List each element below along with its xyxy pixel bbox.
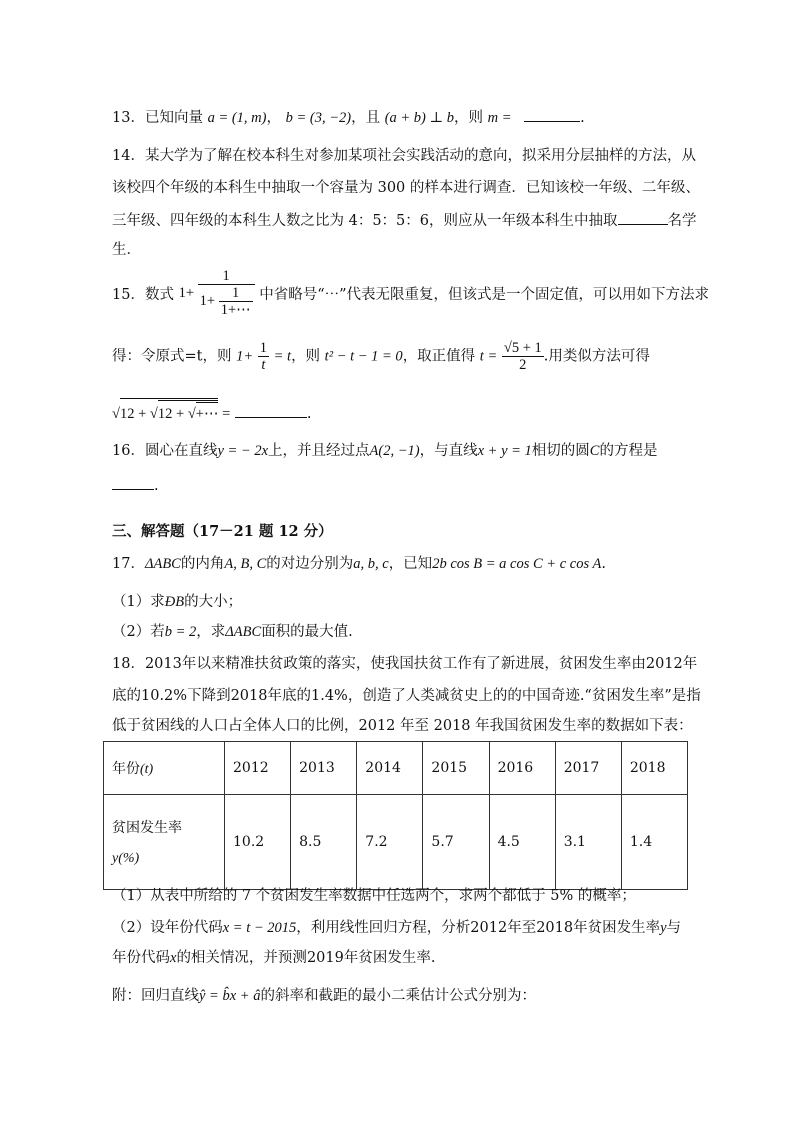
table-cell: 2013 — [291, 742, 357, 795]
table-cell: 2014 — [357, 742, 423, 795]
question-14-line-4: 生． — [112, 242, 141, 258]
question-14-line-3: 三年级、四年级的本科生人数之比为 4：5：5：6，则应从一年级本科生中抽取 名学 — [112, 210, 697, 231]
question-15-line-1: 15．数式 1+ 1 1+ $\frac{1}{1+\cdots}$ 中省略号“⋯”代表无限重复，但该式是一个固定值，可以用如下方法求 — [112, 268, 710, 318]
question-18-part-1: （1）从表中所给的 7 个贫困发生率数据中任选两个，求两个都低于 5% 的概率； — [112, 888, 636, 904]
poverty-rate-table — [103, 741, 688, 890]
answer-blank-13[interactable] — [524, 107, 580, 122]
question-13: 13．已知向量 a = (1, m)， b = (3, −2)，且 (a + b) ⊥ b，则 m = . — [112, 107, 585, 128]
question-18-part-2: （2）设年份代码x = t − 2015，利用线性回归方程，分析2012年至2018年贫困发生率y与 — [112, 920, 682, 936]
table-cell: 2018 — [621, 742, 687, 795]
question-18-line-1: 18．2013年以来精准扶贫政策的落实，使我国扶贫工作有了新进展，贫困发生率由2012年 — [112, 656, 698, 672]
table-cell: 2012 — [225, 742, 291, 795]
question-15-line-3: √12 + √12 + √+⋯ = . — [112, 398, 312, 424]
table-header-rate: 贫困发生率 y(%) — [104, 795, 225, 890]
question-16: 16．圆心在直线y = − 2x上，并且经过点A(2, −1)，与直线x + y = 1相切的圆C的方程是 — [112, 443, 658, 459]
continued-fraction: 1+ 1 1+ $\frac{1}{1+\cdots}$ — [179, 268, 255, 318]
answer-blank-16[interactable] — [112, 475, 154, 490]
table-cell: 1.4 — [621, 795, 687, 890]
table-cell: 2016 — [489, 742, 555, 795]
nested-sqrt: √12 + √12 + √+⋯ — [112, 406, 222, 422]
table-row — [104, 742, 688, 795]
table-row — [104, 795, 688, 890]
table-cell: 2015 — [423, 742, 489, 795]
perpendicular-expr: (a + b) ⊥ b — [384, 110, 455, 126]
table-cell: 8.5 — [291, 795, 357, 890]
question-18-formula-note: 附：回归直线ŷ = b̂x + â的斜率和截距的最小二乘估计公式分别为： — [112, 988, 536, 1004]
table-cell: 7.2 — [357, 795, 423, 890]
question-14-line-1: 14．某大学为了解在校本科生对参加某项社会实践活动的意向，拟采用分层抽样的方法，从 — [112, 148, 696, 164]
question-17-part-2: （2）若b = 2，求ΔABC面积的最大值. — [112, 624, 353, 640]
question-18-line-3: 低于贫困线的人口占全体人口的比例，2012 年至 2018 年我国贫困发生率的数据如下表： — [112, 718, 693, 734]
question-18-line-2: 底的10.2%下降到2018年底的1.4%，创造了人类减贫史上的的中国奇迹.“贫困发生率”是指 — [112, 688, 701, 704]
table-cell: 2017 — [555, 742, 621, 795]
question-16-answer-line: . — [112, 475, 159, 496]
table-cell: 5.7 — [423, 795, 489, 890]
question-17-part-1: （1）求ÐB的大小； — [112, 594, 243, 610]
vector-b-expr: b = (3, −2) — [285, 110, 352, 126]
question-17: 17．ΔABC的内角A, B, C的对边分别为a, b, c，已知2b cos B = a cos C + c cos A. — [112, 556, 606, 572]
vector-a-expr: a = (1, m) — [207, 110, 267, 126]
question-18-part-2-cont: 年份代码x的相关情况，并预测2019年贫困发生率. — [112, 950, 436, 966]
table-cell: 3.1 — [555, 795, 621, 890]
section-heading: 三、解答题（17－21 题 12 分） — [112, 523, 333, 540]
table-cell: 10.2 — [225, 795, 291, 890]
table-cell: 4.5 — [489, 795, 555, 890]
answer-blank-14[interactable] — [618, 210, 668, 225]
question-14-line-2: 该校四个年级的本科生中抽取一个容量为 300 的样本进行调查．已知该校一年级、二年级、 — [112, 180, 700, 196]
table-header-year: 年份(t) — [104, 742, 225, 795]
question-15-line-2: 得：令原式=t，则 1+ $\frac{1}{t}$ = t，则 t² − t − 1 = 0，取正值得 t = $\frac{√5 + 1}{2}$ .用类似方法可得 — [112, 340, 650, 373]
answer-blank-15[interactable] — [235, 403, 307, 418]
